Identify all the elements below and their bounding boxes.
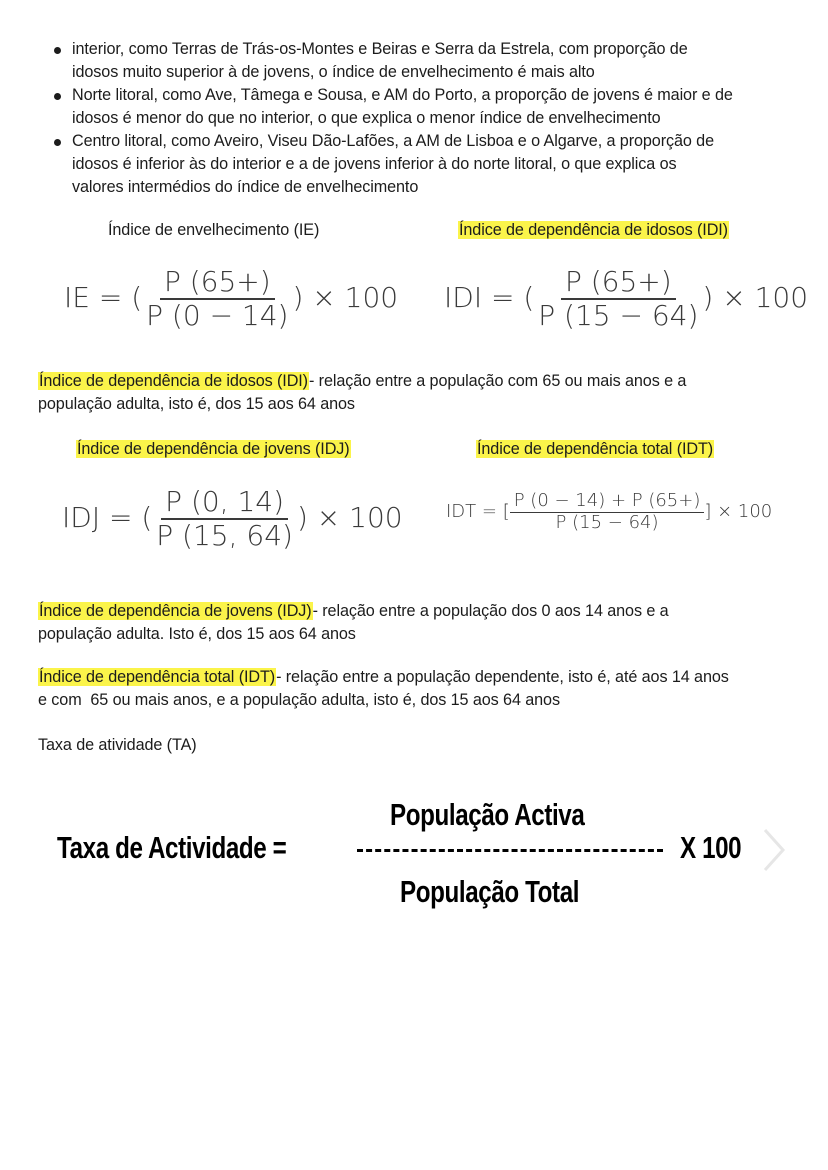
bullet-item-interior: [38, 38, 798, 84]
chevron-right-icon[interactable]: [762, 828, 786, 872]
bullet-line: Centro litoral, como Aveiro, Viseu Dão-Lafões, a AM de Lisboa e o Algarve, a proporção de: [72, 132, 714, 150]
idj-definition-text-2: população adulta. Isto é, dos 15 aos 64 anos: [38, 625, 356, 643]
idt-formula-rhs: ] × 100: [704, 501, 773, 523]
idt-numerator: P (0 − 14) + P (65+): [510, 491, 705, 513]
idi-definition-text-2: população adulta, isto é, dos 15 aos 64 anos: [38, 395, 355, 413]
ta-numerator: População Activa: [390, 797, 585, 832]
idt-denominator: P (15 − 64): [555, 511, 659, 533]
ie-numerator: P (65+): [160, 266, 275, 300]
ta-fraction-line: [357, 849, 663, 852]
idt-formula: [446, 491, 772, 533]
idj-fraction: [152, 486, 297, 552]
idt-fraction: [510, 491, 705, 533]
bullet-dot-icon: [54, 47, 61, 54]
bullet-line: idosos muito superior à de jovens, o índice de envelhecimento é mais alto: [72, 63, 595, 81]
ie-denominator: P (0 − 14): [146, 299, 289, 333]
idt-definition-term: Índice de dependência total (IDT): [39, 668, 276, 686]
idt-formula-lhs: IDT = [: [446, 501, 510, 523]
idi-definition-text: - relação entre a população com 65 ou mais anos e a: [308, 372, 687, 390]
idj-numerator: P (0, 14): [161, 486, 288, 520]
idj-definition-text: - relação entre a população dos 0 aos 14 anos e a: [312, 602, 669, 620]
ie-title: Índice de envelhecimento (IE): [108, 221, 320, 239]
bullet-line: idosos é menor do que no interior, o que explica o menor índice de envelhecimento: [72, 109, 661, 127]
idj-definition: [38, 600, 808, 646]
idi-numerator: P (65+): [561, 266, 676, 300]
idt-definition-text-2: e com 65 ou mais anos, e a população adulta, isto é, dos 15 aos 64 anos: [38, 691, 560, 709]
ta-title: Taxa de atividade (TA): [38, 736, 197, 754]
idj-formula-lhs: IDJ = (: [62, 501, 153, 535]
bullet-line: Norte litoral, como Ave, Tâmega e Sousa, e AM do Porto, a proporção de jovens é maior e de: [72, 86, 733, 104]
idi-denominator: P (15 − 64): [538, 299, 699, 333]
idj-title: Índice de dependência de jovens (IDJ): [77, 440, 350, 458]
ie-formula-rhs: ) × 100: [292, 281, 399, 315]
idi-formula-rhs: ) × 100: [702, 281, 809, 315]
idt-title: Índice de dependência total (IDT): [477, 440, 714, 458]
ie-formula-lhs: IE = (: [64, 281, 143, 315]
ta-formula-rhs: X 100: [680, 830, 742, 865]
ie-fraction: [142, 266, 292, 332]
bullet-line: idosos é inferior às do interior e a de jovens inferior à do norte litoral, o que explica os: [72, 155, 677, 173]
bullet-dot-icon: [54, 139, 61, 146]
idt-definition: [38, 666, 818, 712]
ta-formula-lhs: Taxa de Actividade =: [57, 830, 287, 865]
idi-title: Índice de dependência de idosos (IDI): [459, 221, 728, 239]
bullet-item-norte-litoral: [38, 84, 798, 130]
idi-definition-term: Índice de dependência de idosos (IDI): [39, 372, 308, 390]
idj-definition-term: Índice de dependência de jovens (IDJ): [39, 602, 312, 620]
idi-formula-lhs: IDI = (: [444, 281, 535, 315]
ie-formula: [64, 266, 398, 332]
idi-formula: [444, 266, 808, 332]
idt-definition-text: - relação entre a população dependente, isto é, até aos 14 anos: [276, 668, 729, 686]
idj-formula-rhs: ) × 100: [296, 501, 403, 535]
idj-denominator: P (15, 64): [156, 519, 293, 553]
idi-fraction: [534, 266, 702, 332]
bullet-dot-icon: [54, 93, 61, 100]
idi-definition: [38, 370, 808, 416]
region-bullet-list: [38, 38, 798, 199]
idj-formula: [62, 486, 403, 552]
bullet-line: interior, como Terras de Trás-os-Montes e Beiras e Serra da Estrela, com proporção de: [72, 40, 688, 58]
bullet-item-centro-litoral: [38, 130, 798, 199]
ta-denominator: População Total: [400, 874, 580, 909]
bullet-line: valores intermédios do índice de envelhecimento: [72, 178, 419, 196]
